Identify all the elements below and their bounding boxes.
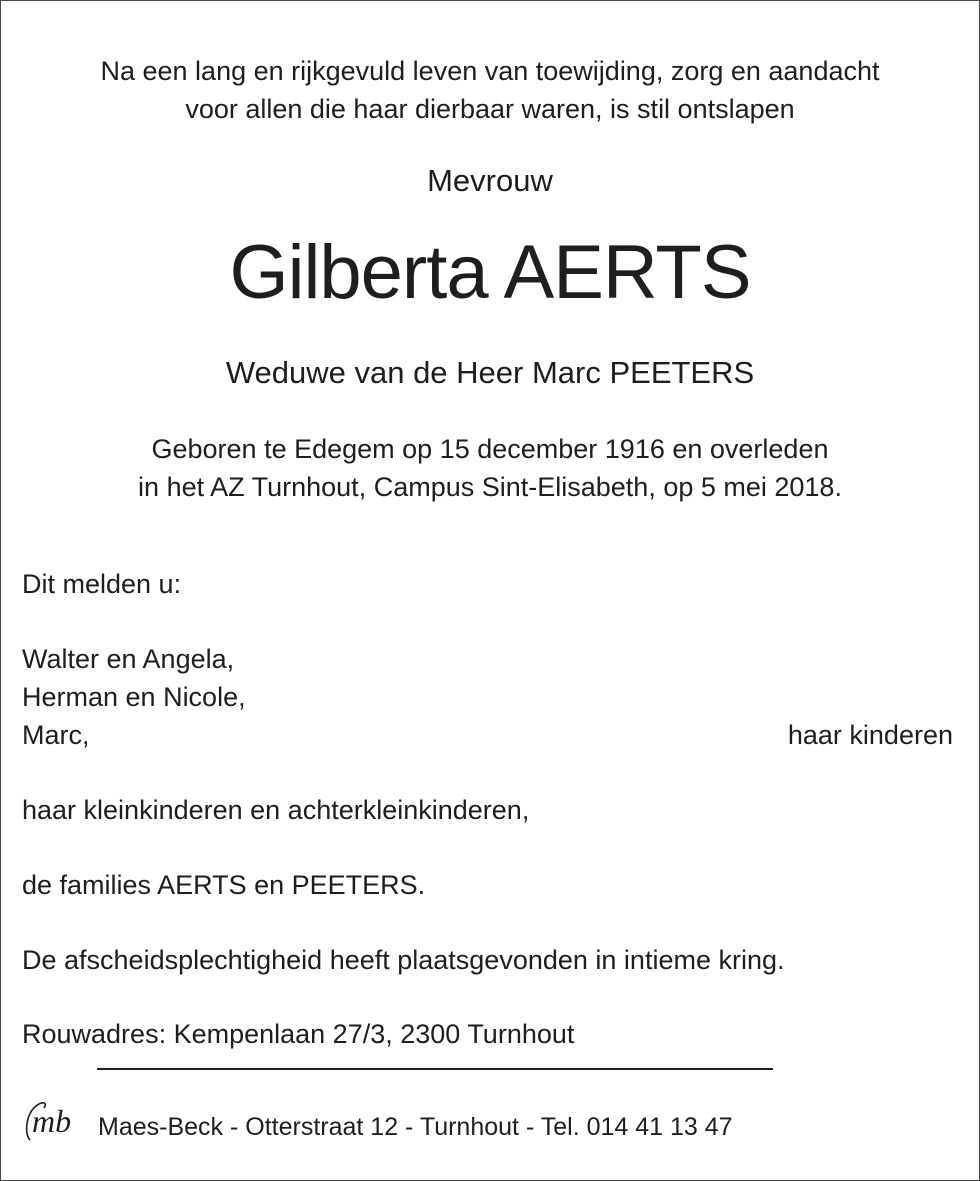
child-1: Walter en Angela, [22,644,235,674]
grandchildren: haar kleinkinderen en achterkleinkinderen, [22,795,530,825]
widow-of: Weduwe van de Heer Marc PEETERS [225,355,755,390]
intro-text [0,52,980,128]
families: de families AERTS en PEETERS. [22,870,426,900]
birth-death-details [0,430,980,506]
child-3: Marc, [22,720,90,750]
mourning-address: Rouwadres: Kempenlaan 27/3, 2300 Turnhout [22,1019,575,1049]
ceremony-note: De afscheidsplechtigheid heeft plaatsgevonden in intieme kring. [22,945,785,975]
logo-text: mb [32,1103,72,1139]
intro-line-2: voor allen die haar dierbaar waren, is stil ontslapen [185,94,795,124]
footer-divider [97,1068,773,1070]
announced-by: Dit melden u: [22,569,182,599]
funeral-home-logo [22,1096,88,1146]
deceased-name: Gilberta AERTS [229,230,751,315]
funeral-home-info: Maes-Beck - Otterstraat 12 - Turnhout - Tel. 014 41 13 47 [98,1113,733,1141]
children-label: haar kinderen [787,720,953,750]
birth-death-line-2: in het AZ Turnhout, Campus Sint-Elisabeth, op 5 mei 2018. [138,472,842,502]
child-2: Herman en Nicole, [22,682,246,712]
salutation: Mevrouw [427,163,553,198]
intro-line-1: Na een lang en rijkgevuld leven van toewijding, zorg en aandacht [100,56,880,86]
birth-death-line-1: Geboren te Edegem op 15 december 1916 en overleden [151,434,829,464]
